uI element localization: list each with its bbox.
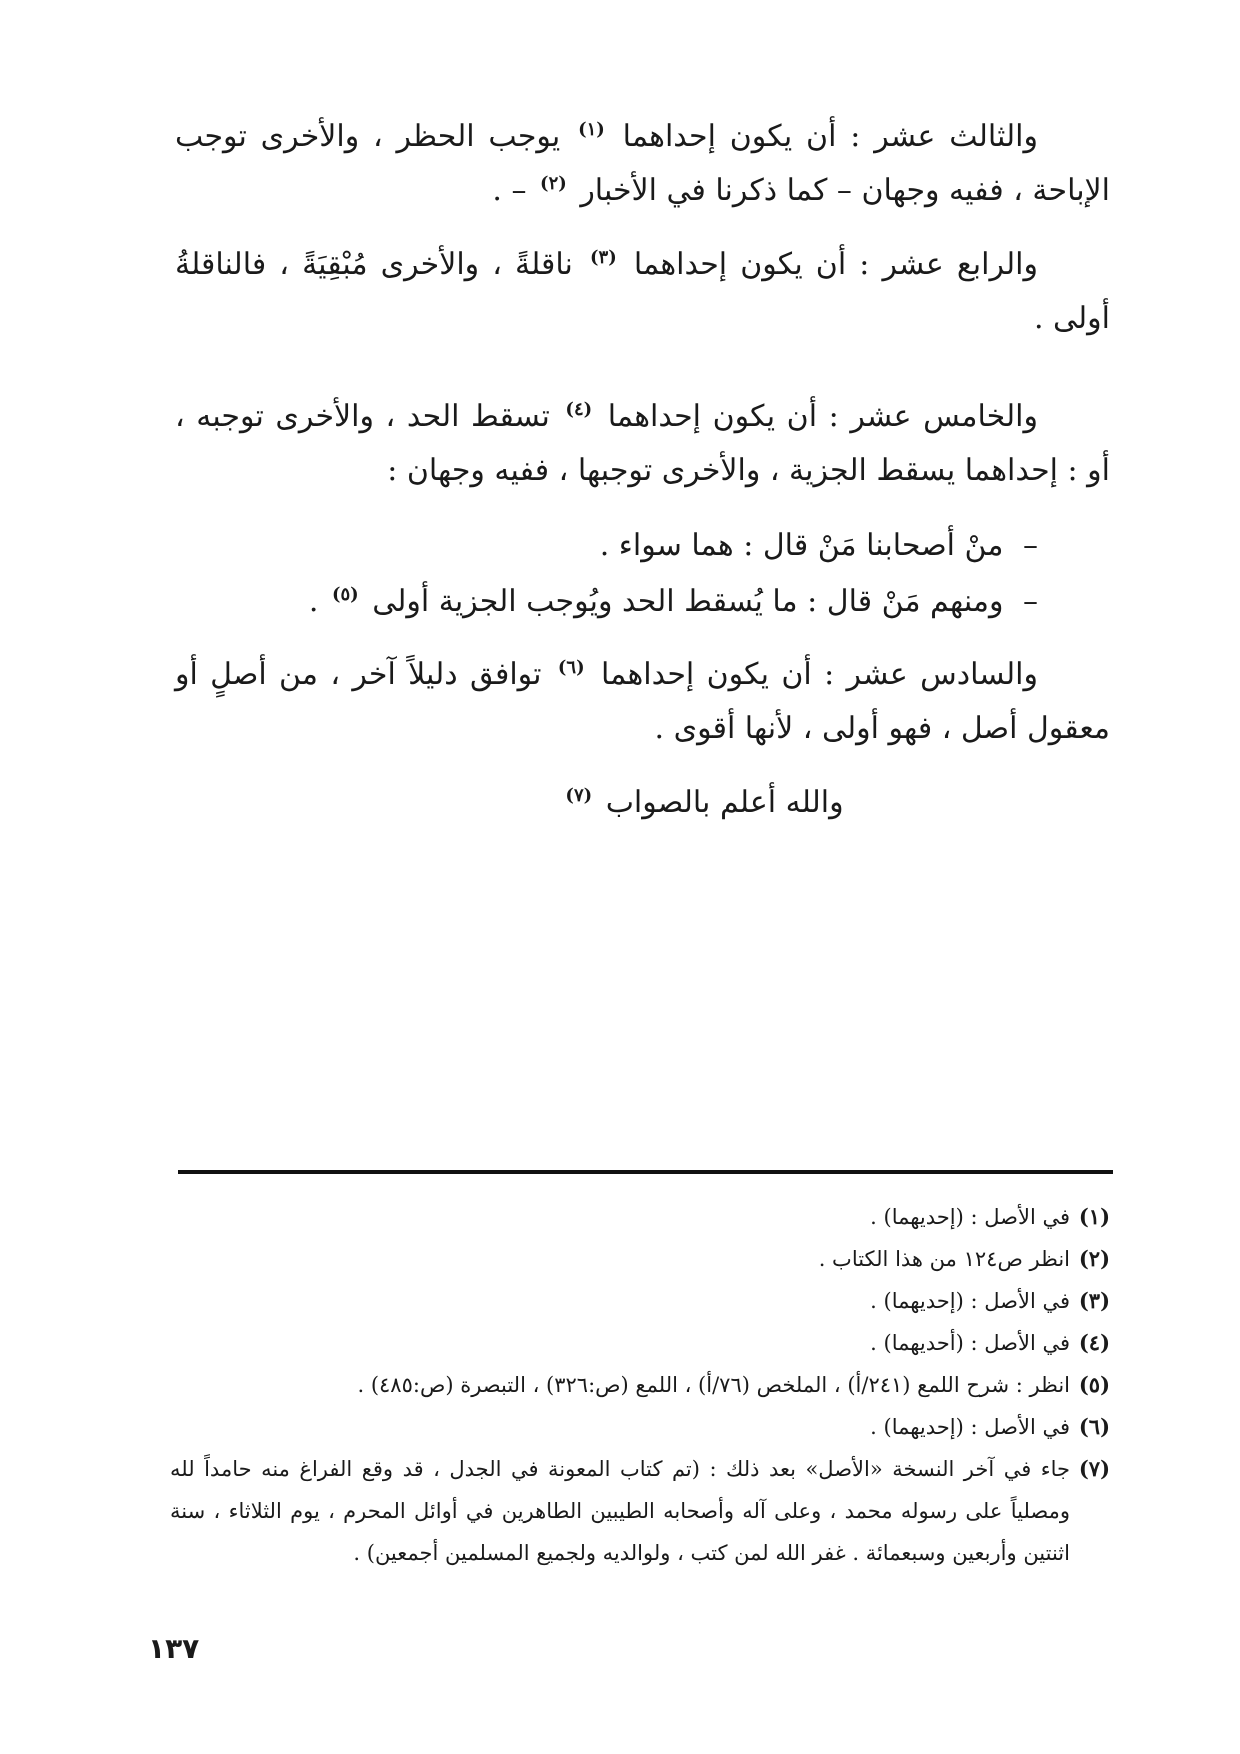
footnotes	[170, 1196, 1110, 1574]
paragraph-13-after: يوجب الحظر ، والأخرى توجب الإباحة ، ففيه وجهان – كما ذكرنا في الأخبار	[175, 119, 1110, 208]
footnote-number: (٣)	[1078, 1288, 1110, 1313]
list-item-2-text: ومنهم مَنْ قال : ما يُسقط الحد ويُوجب الجزية أولى	[372, 584, 1004, 619]
footnote-text: في الأصل : (إحديهما) .	[870, 1205, 1070, 1229]
footnote-item	[170, 1280, 1110, 1322]
list-item-2-end: .	[308, 584, 319, 619]
paragraph-14-after: ناقلةً ، والأخرى مُبْقِيَةً ، فالناقلةُ أولى .	[175, 247, 1110, 336]
paragraph-16-after: توافق دليلاً آخر ، من أصلٍ أو معقول أصل ، فهو أولى ، لأنها أقوى .	[175, 657, 1110, 746]
footnote-number: (٦)	[1078, 1414, 1110, 1439]
opinions-list	[175, 518, 1110, 630]
paragraph-16-before: والسادس عشر : أن يكون إحداهما	[600, 657, 1038, 692]
footnote-number: (٢)	[1078, 1246, 1110, 1271]
main-text	[175, 110, 1110, 860]
paragraph-14	[175, 238, 1110, 346]
paragraph-13	[175, 110, 1110, 218]
footnote-text: في الأصل : (إحديهما) .	[870, 1415, 1070, 1439]
footnote-number: (٥)	[1078, 1372, 1110, 1397]
paragraph-16	[175, 648, 1110, 756]
footnote-number: (٧)	[1078, 1456, 1110, 1481]
footnote-ref-7: (٧)	[565, 785, 593, 806]
footnote-text: انظر ص١٢٤ من هذا الكتاب .	[818, 1247, 1070, 1271]
paragraph-15-before: والخامس عشر : أن يكون إحداهما	[607, 399, 1038, 434]
footnote-ref-5: (٥)	[331, 584, 359, 605]
footnote-separator	[178, 1170, 1113, 1174]
footnote-item	[170, 1196, 1110, 1238]
footnote-item	[170, 1448, 1110, 1574]
footnote-text: انظر : شرح اللمع (٢٤١/أ) ، الملخص (٧٦/أ) ، اللمع (ص:٣٢٦) ، التبصرة (ص:٤٨٥) .	[357, 1373, 1070, 1397]
paragraph-13-before: والثالث عشر : أن يكون إحداهما	[622, 119, 1039, 154]
footnote-ref-1: (١)	[578, 119, 605, 140]
footnote-ref-6: (٦)	[557, 657, 585, 678]
closing-text: والله أعلم بالصواب	[605, 785, 844, 820]
list-dash: –	[1023, 584, 1038, 619]
paragraph-15	[175, 390, 1110, 498]
footnote-text: جاء في آخر النسخة «الأصل» بعد ذلك : (تم كتاب المعونة في الجدل ، قد وقع الفراغ منه حامداً لله ومصلياً على رسوله محمد ، وعلى آله وأصحابه الطيبين الطاهرين في أوائل المحرم ، يوم الثلاثاء ، سنة اثنتين وأربعين وسبعمائة . غفر الله لمن كتب ، ولوالديه ولجميع المسلمين أجمعين) .	[170, 1457, 1070, 1565]
footnote-item	[170, 1364, 1110, 1406]
footnote-number: (٤)	[1078, 1330, 1110, 1355]
footnote-number: (١)	[1078, 1204, 1110, 1229]
footnote-ref-4: (٤)	[565, 399, 593, 420]
list-item-1-text: منْ أصحابنا مَنْ قال : هما سواء .	[599, 528, 1004, 563]
paragraph-14-before: والرابع عشر : أن يكون إحداهما	[633, 247, 1039, 282]
footnote-item	[170, 1322, 1110, 1364]
footnote-text: في الأصل : (أحديهما) .	[870, 1331, 1070, 1355]
footnote-ref-2: (٢)	[540, 173, 567, 194]
paragraph-15-after: تسقط الحد ، والأخرى توجبه ، أو : إحداهما يسقط الجزية ، والأخرى توجبها ، ففيه وجهان :	[175, 399, 1110, 488]
list-item	[175, 518, 1038, 574]
footnote-item	[170, 1238, 1110, 1280]
list-item	[175, 574, 1038, 630]
list-dash: –	[1023, 528, 1038, 563]
footnote-text: في الأصل : (إحديهما) .	[870, 1289, 1070, 1313]
page-number: ١٣٧	[148, 1632, 200, 1665]
footnote-ref-3: (٣)	[590, 247, 617, 268]
footnote-item	[170, 1406, 1110, 1448]
closing-line	[175, 776, 1110, 830]
paragraph-13-end: – .	[492, 173, 527, 208]
